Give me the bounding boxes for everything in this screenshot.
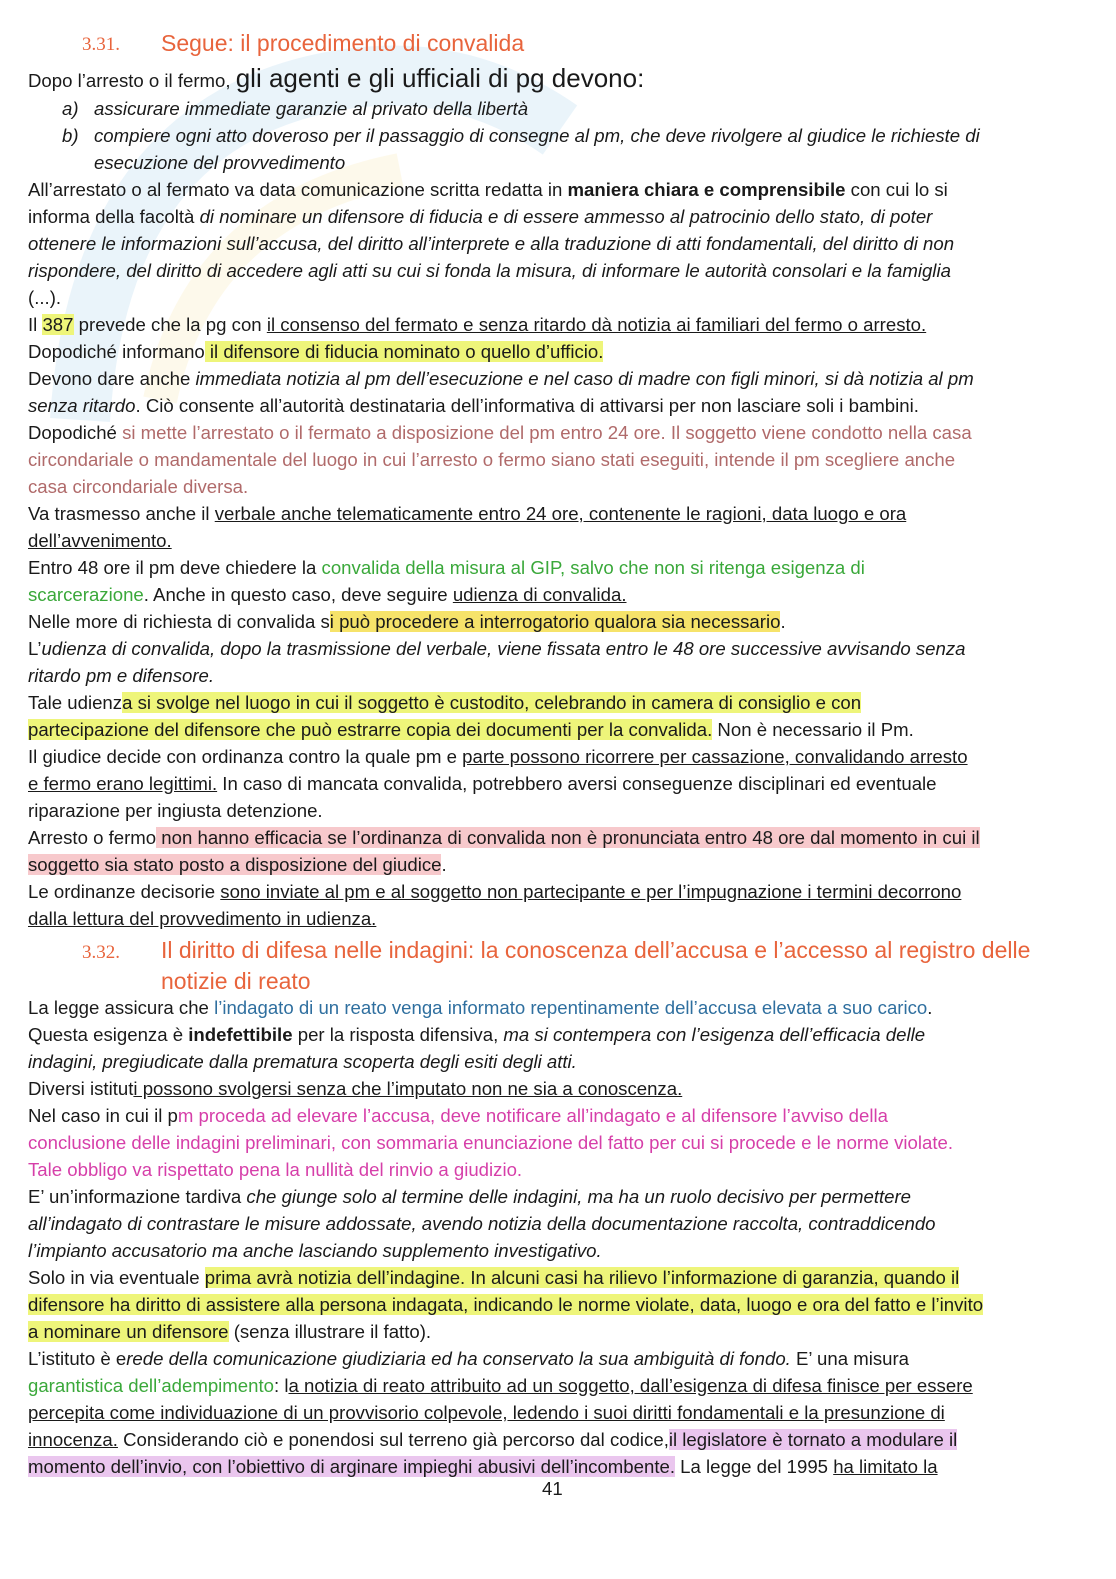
paragraph-line: Solo in via eventuale prima avrà notizia dell’indagine. In alcuni casi ha rilievo l’informazione di garanzia, quando il [28,1267,960,1288]
paragraph-line: Dopodiché si mette l’arrestato o il fermato a disposizione del pm entro 24 ore. Il soggetto viene condotto nella casa [28,422,972,443]
paragraph-line: Diversi istituti possono svolgersi senza che l’imputato non ne sia a conoscenza. [28,1078,683,1099]
paragraph-line: senza ritardo. Ciò consente all’autorità destinataria dell’informativa di attivarsi per non lasciare soli i bambini. [28,395,919,416]
paragraph-line: informa della facoltà di nominare un difensore di fiducia e di essere ammesso al patrocinio dello stato, di poter [28,206,933,227]
paragraph-line: indagini, pregiudicate dalla prematura scoperta degli esiti degli atti. [28,1051,577,1072]
paragraph-line: momento dell’invio, con l’obiettivo di arginare impieghi abusivi dell’incombente. La legge del 1995 ha limitato la [28,1456,938,1477]
paragraph-line: Devono dare anche immediata notizia al pm dell’esecuzione e nel caso di madre con figli minori, si dà notizia al pm [28,368,974,389]
list-item-continuation: esecuzione del provvedimento [94,152,346,173]
paragraph-line: ottenere le informazioni sull’accusa, del diritto all’interprete e alla traduzione di atti fondamentali, del diritto di non [28,233,955,254]
list-item: assicurare immediate garanzie al privato della libertà [94,98,529,119]
paragraph-line: Tale obbligo va rispettato pena la nullità del rinvio a giudizio. [28,1159,523,1180]
paragraph-line: Va trasmesso anche il verbale anche telematicamente entro 24 ore, contenente le ragioni, data luogo e ora [28,503,907,524]
paragraph-line: circondariale o mandamentale del luogo in cui l’arresto o fermo siano stati eseguiti, intende il pm scegliere anche [28,449,956,470]
paragraph-line: All’arrestato o al fermato va data comunicazione scritta redatta in maniera chiara e comprensibile con cui lo si [28,179,948,200]
list-label: a) [62,98,79,119]
paragraph-line: all’indagato di contrastare le misure addossate, avendo notizia della documentazione raccolta, contraddicendo [28,1213,936,1234]
page-number: 41 [542,1478,563,1499]
paragraph-line: garantistica dell’adempimento: la notizia di reato attribuito ad un soggetto, dall’esigenza di difesa finisce per essere [28,1375,973,1396]
paragraph-line: l’impianto accusatorio ma anche lasciando supplemento investigativo. [28,1240,602,1261]
paragraph-line: L’istituto è erede della comunicazione giudiziaria ed ha conservato la sua ambiguità di fondo. E’ una misura [28,1348,909,1369]
paragraph-line: dell’avvenimento. [28,530,172,551]
paragraph-line: Il giudice decide con ordinanza contro la quale pm e parte possono ricorrere per cassazione, convalidando arresto [28,746,968,767]
paragraph-line: scarcerazione. Anche in questo caso, deve seguire udienza di convalida. [28,584,627,605]
paragraph-line: conclusione delle indagini preliminari, con sommaria enunciazione del fatto per cui si procede e le norme violate. [28,1132,954,1153]
paragraph-line: Entro 48 ore il pm deve chiedere la convalida della misura al GIP, salvo che non si ritenga esigenza di [28,557,865,578]
list-label: b) [62,125,79,146]
paragraph-line: percepita come individuazione di un provvisorio colpevole, ledendo i suoi diritti fondamentali e la presunzione di [28,1402,945,1423]
paragraph-line: Dopodiché informano il difensore di fiducia nominato o quello d’ufficio. [28,341,604,362]
section-number: 3.31. [82,34,120,55]
paragraph-line: L’udienza di convalida, dopo la trasmissione del verbale, viene fissata entro le 48 ore successive avvisando senza [28,638,966,659]
paragraph-line: Tale udienza si svolge nel luogo in cui il soggetto è custodito, celebrando in camera di consiglio e con [28,692,862,713]
paragraph-line: ritardo pm e difensore. [28,665,215,686]
paragraph-line: partecipazione del difensore che può estrarre copia dei documenti per la convalida. Non è necessario il Pm. [28,719,914,740]
paragraph-line: Il 387 prevede che la pg con il consenso del fermato e senza ritardo dà notizia ai familiari del fermo o arresto. [28,314,927,335]
paragraph-line: Nelle more di richiesta di convalida si può procedere a interrogatorio qualora sia necessario. [28,611,786,632]
paragraph-line: innocenza. Considerando ciò e ponendosi sul terreno già percorso dal codice,il legislatore è tornato a modulare il [28,1429,958,1450]
paragraph-line: difensore ha diritto di assistere alla persona indagata, indicando le norme violate, data, luogo e ora del fatto e l’invito [28,1294,984,1315]
paragraph-line: Questa esigenza è indefettibile per la risposta difensiva, ma si contempera con l’esigenza dell’efficacia delle [28,1024,926,1045]
section-number: 3.32. [82,942,120,963]
paragraph-line: rispondere, del diritto di accedere agli atti su cui si fonda la misura, di informare le autorità consolari e la famiglia [28,260,951,281]
paragraph-line: soggetto sia stato posto a disposizione del giudice. [28,854,447,875]
paragraph-line: (...). [28,287,62,308]
section-title: Il diritto di difesa nelle indagini: la conoscenza dell’accusa e l’accesso al registro delle [161,937,1031,963]
paragraph-line: e fermo erano legittimi. In caso di mancata convalida, potrebbero aversi conseguenze disciplinari ed eventuale [28,773,937,794]
paragraph-line: E’ un’informazione tardiva che giunge solo al termine delle indagini, ma ha un ruolo decisivo per permettere [28,1186,912,1207]
paragraph-line: La legge assicura che l’indagato di un reato venga informato repentinamente dell’accusa elevata a suo carico. [28,997,933,1018]
section-title: Segue: il procedimento di convalida [161,30,525,56]
section-title-continuation: notizie di reato [161,968,311,994]
paragraph-line: casa circondariale diversa. [28,476,249,497]
paragraph-line: Le ordinanze decisorie sono inviate al pm e al soggetto non partecipante e per l’impugnazione i termini decorrono [28,881,962,902]
paragraph-line: Dopo l’arresto o il fermo, gli agenti e gli ufficiali di pg devono: [28,63,645,93]
paragraph-line: dalla lettura del provvedimento in udienza. [28,908,377,929]
paragraph-line: Nel caso in cui il pm proceda ad elevare l’accusa, deve notificare all’indagato e al difensore l’avviso della [28,1105,888,1126]
list-item: compiere ogni atto doveroso per il passaggio di consegne al pm, che deve rivolgere al giudice le richieste di [94,125,980,146]
paragraph-line: Arresto o fermo non hanno efficacia se l’ordinanza di convalida non è pronunciata entro 48 ore dal momento in cui il [28,827,980,848]
paragraph-line: a nominare un difensore (senza illustrare il fatto). [28,1321,432,1342]
paragraph-line: riparazione per ingiusta detenzione. [28,800,323,821]
